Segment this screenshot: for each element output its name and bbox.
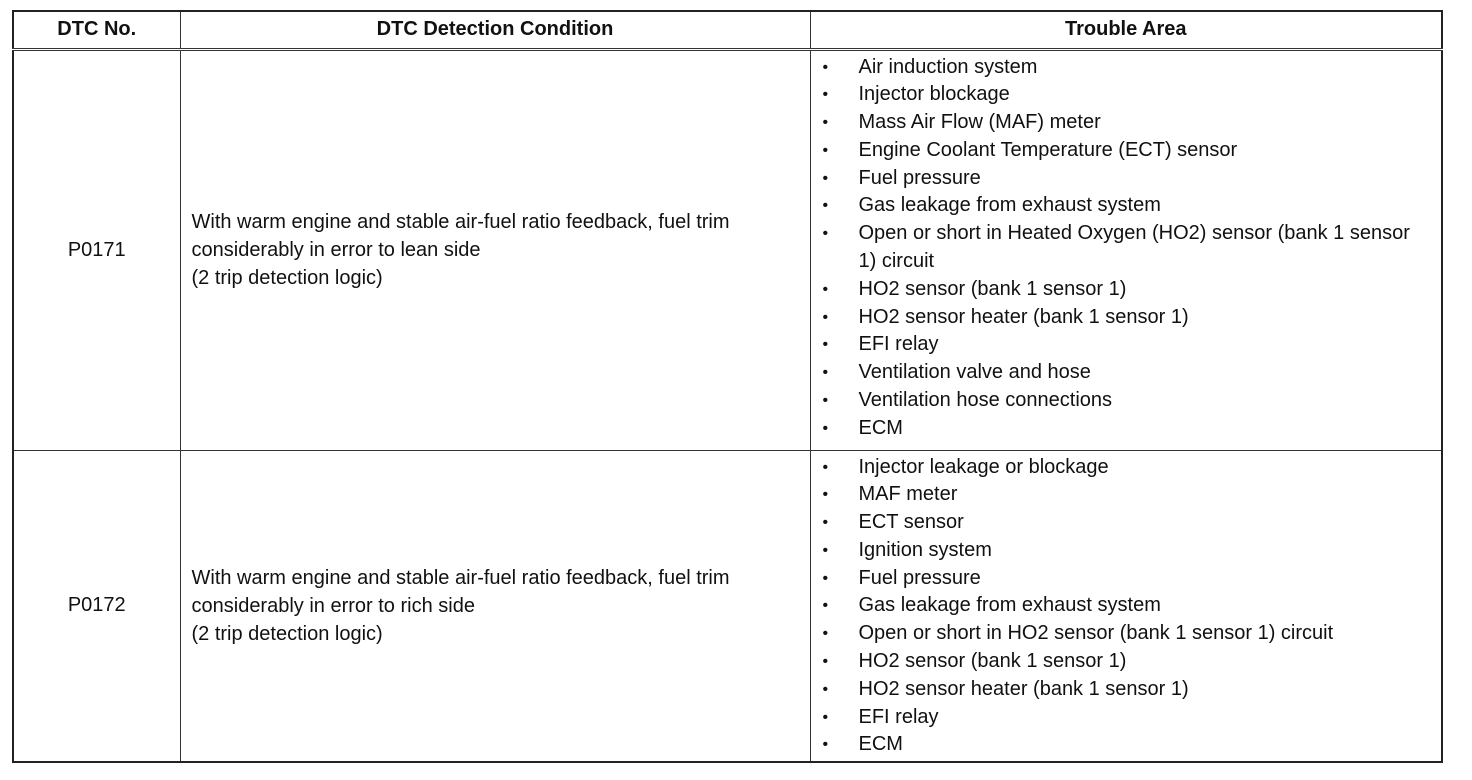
trouble-area-item: [811, 509, 1442, 537]
trouble-area-item: [811, 387, 1442, 415]
trouble-area-item: [811, 415, 1442, 443]
header-dtc-no: DTC No.: [13, 11, 180, 49]
trouble-area-item: [811, 565, 1442, 593]
trouble-area-item: [811, 454, 1442, 482]
trouble-area-item: [811, 54, 1442, 82]
table-header: [13, 11, 1442, 49]
bullet-icon: •: [822, 486, 829, 504]
bullet-icon: •: [822, 141, 829, 159]
dtc-code: P0171: [13, 49, 180, 450]
trouble-area-text: Ventilation hose connections: [858, 389, 1113, 412]
bullet-icon: •: [822, 280, 829, 298]
condition-line: With warm engine and stable air-fuel ratio feedback, fuel trim: [191, 211, 730, 233]
trouble-area-text: HO2 sensor heater (bank 1 sensor 1): [858, 677, 1189, 700]
trouble-area-item: [811, 81, 1442, 109]
bullet-icon: •: [822, 58, 829, 76]
bullet-icon: •: [822, 625, 829, 643]
bullet-icon: •: [822, 569, 829, 587]
trouble-area-item: [811, 676, 1442, 704]
trouble-area-item: [811, 648, 1442, 676]
trouble-area-item: [811, 359, 1442, 387]
bullet-icon: •: [822, 419, 829, 437]
trouble-area-text: HO2 sensor heater (bank 1 sensor 1): [858, 305, 1189, 328]
detection-condition: [180, 450, 810, 762]
bullet-icon: •: [822, 225, 829, 243]
trouble-area-text: EFI relay: [858, 705, 939, 728]
trouble-area-text: Gas leakage from exhaust system: [858, 594, 1161, 617]
bullet-icon: •: [822, 364, 829, 382]
dtc-code: P0172: [13, 450, 180, 762]
table-row: [13, 49, 1442, 450]
table-row: [13, 450, 1442, 762]
trouble-area-item: [811, 165, 1442, 193]
trouble-area-text: Mass Air Flow (MAF) meter: [858, 111, 1101, 134]
trouble-area-item: [811, 481, 1442, 509]
bullet-icon: •: [822, 114, 829, 132]
trouble-area-item: [811, 592, 1442, 620]
condition-line: (2 trip detection logic): [191, 267, 383, 289]
bullet-icon: •: [822, 514, 829, 532]
trouble-area-text: Injector leakage or blockage: [858, 455, 1109, 478]
dtc-table: [12, 10, 1443, 763]
bullet-icon: •: [822, 541, 829, 559]
trouble-area-text: Ignition system: [858, 538, 992, 561]
trouble-area-item: [811, 109, 1442, 137]
trouble-area-item: [811, 331, 1442, 359]
bullet-icon: •: [822, 336, 829, 354]
bullet-icon: •: [822, 197, 829, 215]
trouble-area-text: EFI relay: [858, 333, 939, 356]
condition-line: (2 trip detection logic): [191, 622, 383, 645]
bullet-icon: •: [822, 597, 829, 615]
trouble-area-text: Air induction system: [858, 55, 1038, 78]
trouble-area-item: [811, 276, 1442, 304]
condition-line: considerably in error to lean side: [191, 239, 481, 261]
trouble-area-text: ECM: [858, 416, 903, 439]
bullet-icon: •: [822, 708, 829, 726]
trouble-area-text: Fuel pressure: [858, 566, 981, 589]
bullet-icon: •: [822, 458, 829, 476]
trouble-area-item: [811, 537, 1442, 565]
bullet-icon: •: [822, 169, 829, 187]
trouble-area-item: [811, 137, 1442, 165]
bullet-icon: •: [822, 392, 829, 410]
bullet-icon: •: [822, 86, 829, 104]
trouble-area-item: [811, 220, 1442, 276]
trouble-area-text: Open or short in HO2 sensor (bank 1 sensor 1) circuit: [858, 622, 1334, 645]
trouble-area-text: ECT sensor: [858, 511, 964, 534]
trouble-area-text: HO2 sensor (bank 1 sensor 1): [858, 277, 1127, 300]
trouble-area-item: [811, 620, 1442, 648]
trouble-area-list: [811, 54, 1442, 443]
trouble-area-text: HO2 sensor (bank 1 sensor 1): [858, 650, 1127, 673]
trouble-area-item: [811, 304, 1442, 332]
trouble-area-cell: [810, 49, 1442, 450]
bullet-icon: •: [822, 653, 829, 671]
bullet-icon: •: [822, 308, 829, 326]
header-row: [13, 11, 1442, 49]
trouble-area-text: Ventilation valve and hose: [858, 361, 1091, 384]
condition-line: considerably in error to rich side: [191, 594, 475, 617]
trouble-area-text: Fuel pressure: [858, 166, 981, 189]
trouble-area-text: Injector blockage: [858, 83, 1010, 106]
header-detection-condition: DTC Detection Condition: [180, 11, 810, 49]
trouble-area-text: Engine Coolant Temperature (ECT) sensor: [858, 138, 1238, 161]
detection-condition: [180, 49, 810, 450]
trouble-area-item: [811, 192, 1442, 220]
table-body: [13, 49, 1442, 762]
condition-line: With warm engine and stable air-fuel ratio feedback, fuel trim: [191, 566, 730, 589]
trouble-area-text: ECM: [858, 733, 903, 756]
trouble-area-list: [811, 454, 1442, 760]
trouble-area-text: MAF meter: [858, 483, 958, 506]
trouble-area-text: Open or short in Heated Oxygen (HO2) sensor (bank 1 sensor 1) circuit: [858, 222, 1410, 273]
bullet-icon: •: [822, 736, 829, 754]
trouble-area-cell: [810, 450, 1442, 762]
trouble-area-text: Gas leakage from exhaust system: [858, 194, 1161, 217]
trouble-area-item: [811, 731, 1442, 759]
trouble-area-item: [811, 704, 1442, 732]
bullet-icon: •: [822, 680, 829, 698]
header-trouble-area: Trouble Area: [810, 11, 1442, 49]
